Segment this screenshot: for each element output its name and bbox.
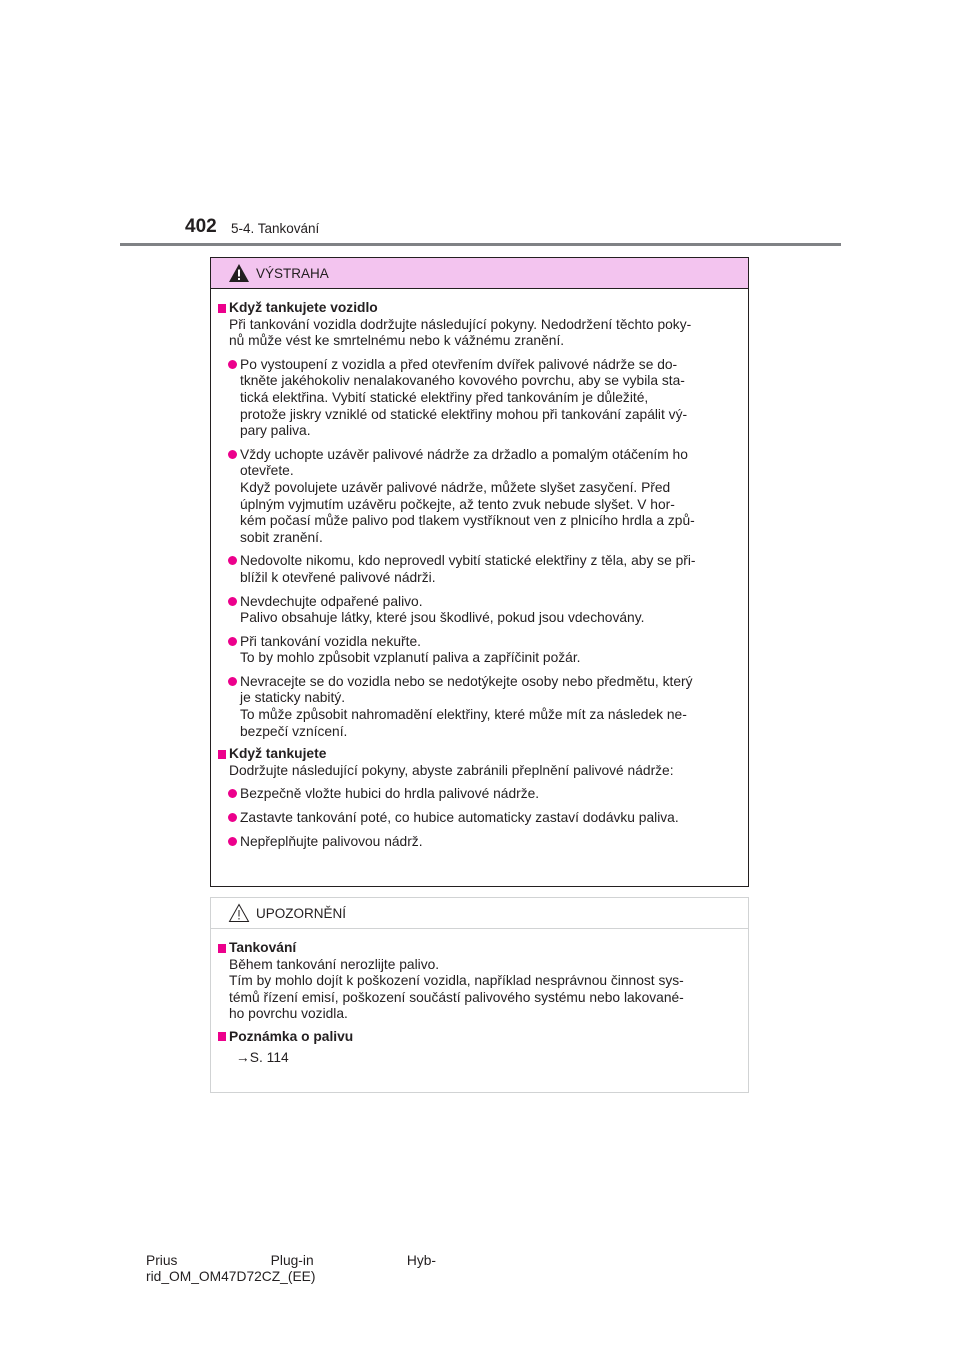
list-item: Při tankování vozidla nekuřte. To by mohlo způsobit vzplanutí paliva a zapříčinit požár. (218, 634, 741, 667)
caution-box-title: UPOZORNĚNÍ (256, 906, 347, 921)
square-bullet-icon (218, 1032, 226, 1041)
circle-bullet-icon (228, 597, 237, 606)
header-rule (120, 243, 841, 246)
section-heading: Tankování (218, 940, 741, 957)
circle-bullet-icon (228, 837, 237, 846)
warning-triangle-icon (228, 263, 250, 283)
list-item: Bezpečně vložte hubici do hrdla palivové nádrže. (218, 786, 741, 803)
section-heading: Když tankujete (218, 746, 741, 763)
section-title: 5-4. Tankování (231, 221, 320, 236)
section-intro: Při tankování vozidla dodržujte následující pokyny. Nedodržení těchto poky- nů může vést ke smrtelnému nebo k vážnému zranění. (229, 316, 692, 349)
footer (146, 1253, 436, 1285)
warning-box (210, 257, 749, 887)
caution-box-header (211, 898, 748, 929)
circle-bullet-icon (228, 450, 237, 459)
circle-bullet-icon (228, 360, 237, 369)
footer-line-1 (146, 1253, 436, 1269)
section-intro: Během tankování nerozlijte palivo. Tím by mohlo dojít k poškození vozidla, například nesprávnou činnost sys- témů řízení emisí, poškození součástí palivového systému nebo lakované- ho povrchu vozidla. (229, 956, 684, 1022)
caution-box (210, 897, 749, 1093)
footer-word-prius: Prius (146, 1253, 178, 1268)
square-bullet-icon (218, 304, 226, 313)
list-item: Zastavte tankování poté, co hubice automaticky zastaví dodávku paliva. (218, 810, 741, 827)
list-item: Nevdechujte odpařené palivo. Palivo obsahuje látky, které jsou škodlivé, pokud jsou vdechovány. (218, 594, 741, 627)
warning-box-body (211, 289, 748, 850)
list-item: Vždy uchopte uzávěr palivové nádrže za držadlo a pomalým otáčením ho otevřete. Když povolujete uzávěr palivové nádrže, můžete slyšet zasyčení. Před úplným vyjmutím uzávěru počkejte, až tento zvuk nebude slyšet. V hor- kém počasí může palivo pod tlakem vystříknout ven z plnicího hrdla a způ- sobit zranění. (218, 447, 741, 547)
list-item: Nedovolte nikomu, kdo neprovedl vybití statické elektřiny z těla, aby se při- blížil k otevřené palivové nádrži. (218, 553, 741, 586)
page-header (0, 0, 960, 250)
page-number: 402 (185, 216, 217, 237)
circle-bullet-icon (228, 789, 237, 798)
caution-triangle-icon (228, 903, 250, 923)
circle-bullet-icon (228, 637, 237, 646)
square-bullet-icon (218, 944, 226, 953)
footer-word-hyb: Hyb- (406, 1253, 436, 1268)
warning-box-header (211, 258, 748, 289)
page-reference-link[interactable]: →S. 114 (236, 1049, 289, 1065)
section-heading: Když tankujete vozidlo (218, 300, 741, 317)
footer-line-2: rid_OM_OM47D72CZ_(EE) (146, 1269, 316, 1284)
list-item: Po vystoupení z vozidla a před otevřením dvířek palivové nádrže se do- tkněte jakéhokoliv nenalakovaného kovového povrchu, aby se vybila sta- tická elektřina. Vybití statické elektřiny před tankováním je důležité, protože jiskry vzniklé od statické elektřiny mohou při tankování zapálit vý- pary paliva. (218, 357, 741, 440)
list-item: Nepřeplňujte palivovou nádrž. (218, 834, 741, 851)
caution-box-body (211, 929, 748, 1066)
circle-bullet-icon (228, 677, 237, 686)
section-intro: Dodržujte následující pokyny, abyste zabránili přeplnění palivové nádrže: (229, 762, 674, 778)
circle-bullet-icon (228, 556, 237, 565)
warning-box-title: VÝSTRAHA (256, 266, 329, 281)
square-bullet-icon (218, 750, 226, 759)
circle-bullet-icon (228, 813, 237, 822)
section-heading: Poznámka o palivu (218, 1029, 741, 1046)
list-item: Nevracejte se do vozidla nebo se nedotýkejte osoby nebo předmětu, který je staticky nabitý. To může způsobit nahromadění elektřiny, které může mít za následek ne- bezpečí vznícení. (218, 674, 741, 740)
footer-word-plugin: Plug-in (270, 1253, 314, 1268)
